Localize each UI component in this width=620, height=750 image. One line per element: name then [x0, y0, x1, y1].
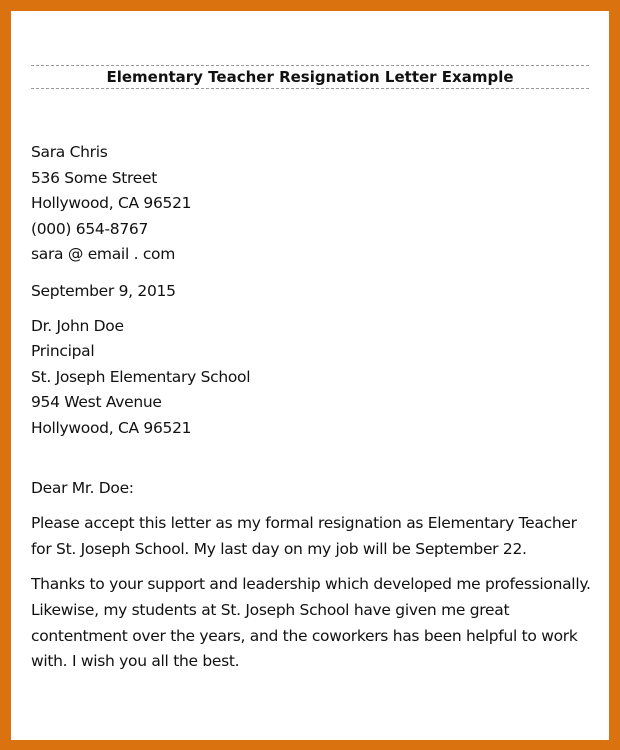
recipient-street: 954 West Avenue	[31, 393, 162, 412]
sender-phone: (000) 654-8767	[31, 219, 149, 238]
sender-email: sara @ email . com	[31, 245, 176, 264]
letter-date	[31, 279, 591, 305]
sender-city: Hollywood, CA 96521	[31, 194, 192, 213]
letter-body	[31, 140, 591, 675]
sender-name: Sara Chris	[31, 143, 108, 161]
recipient-address	[31, 314, 591, 442]
salutation-text: Dear Mr. Doe:	[31, 478, 134, 497]
sender-address	[31, 140, 591, 268]
date-text: September 9, 2015	[31, 281, 176, 300]
document-title: Elementary Teacher Resignation Letter Example	[31, 65, 589, 89]
paragraph-2: Thanks to your support and leadership which developed me professionally. Likewise, my students at St. Joseph School have given me great contentment over the years, and the coworkers has been helpful to work with. I wish you all the best.	[31, 575, 591, 671]
recipient-title: Principal	[31, 342, 95, 361]
recipient-school: St. Joseph Elementary School	[31, 367, 251, 386]
recipient-name: Dr. John Doe	[31, 316, 124, 335]
salutation	[31, 476, 591, 502]
sender-street: 536 Some Street	[31, 168, 157, 187]
paragraph-1: Please accept this letter as my formal resignation as Elementary Teacher for St. Joseph School. My last day on my job will be September 22.	[31, 514, 577, 558]
recipient-city: Hollywood, CA 96521	[31, 418, 192, 437]
